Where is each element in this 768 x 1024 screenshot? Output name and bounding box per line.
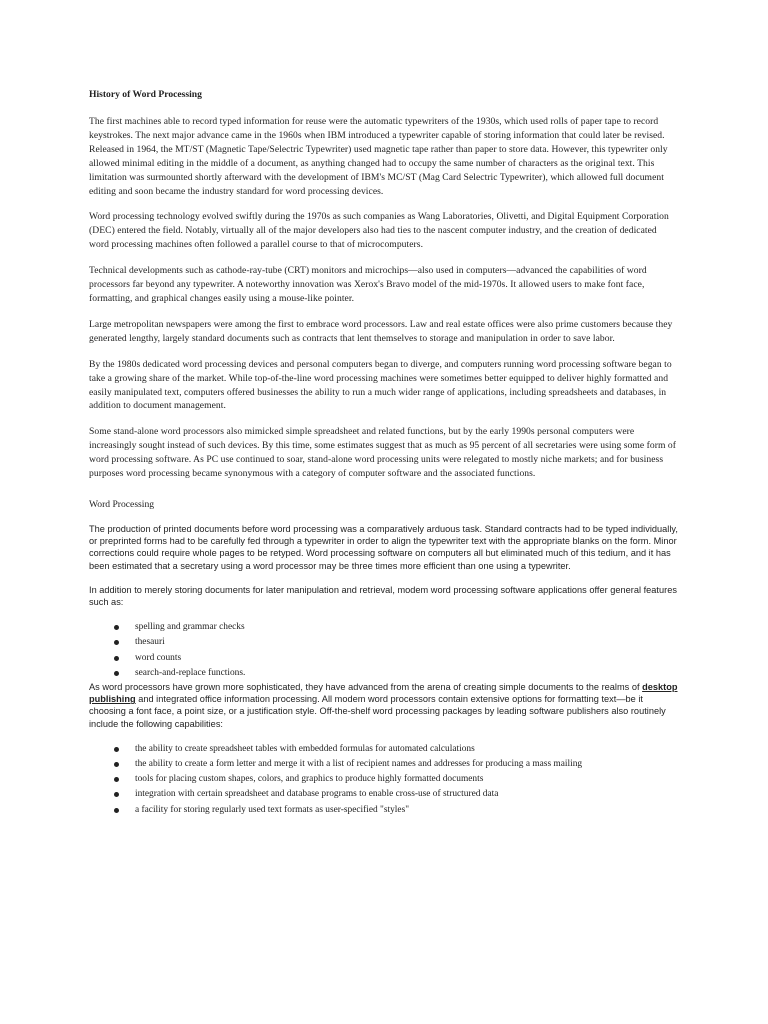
bullet-icon bbox=[114, 792, 119, 797]
list-item bbox=[89, 803, 679, 818]
list-item-text: the ability to create spreadsheet tables with embedded formulas for automated calculations bbox=[135, 743, 475, 754]
list-item bbox=[89, 787, 679, 802]
bullet-icon bbox=[114, 671, 119, 676]
section-heading: Word Processing bbox=[89, 498, 155, 510]
paragraph-text: As word processors have grown more sophisticated, they have advanced from the arena of creating simple documents to the realms of bbox=[89, 681, 643, 692]
list-item-text: thesauri bbox=[135, 637, 165, 648]
history-paragraph: Technical developments such as cathode-ray-tube (CRT) monitors and microchips—also used in computers—advanced the capabilities of word processors far beyond any typewriter. A noteworthy innovation was Xerox's Bravo model of the mid-1970s. It allowed users to make font face, formatting, and graphical changes easily using a mouse-like pointer. bbox=[89, 265, 647, 304]
capabilities-list bbox=[89, 742, 679, 818]
list-item bbox=[89, 651, 679, 666]
bullet-icon bbox=[114, 747, 119, 752]
list-item-text: word counts bbox=[135, 652, 182, 663]
history-paragraph: The first machines able to record typed information for reuse were the automatic typewriters of the 1930s, which used rolls of paper tape to record keystrokes. The next major advance came in the 1960s when IBM introduced a typewriter capable of storing information that could later be revised. Released in 1964, the MT/ST (Magnetic Tape/Selectric Typewriter) used magnetic tape rather than paper to store data. However, this typewriter only allowed minimal editing in the middle of a document, as anything changed had to occupy the same number of characters as the original text. This limitation was surmounted shortly afterward with the development of IBM's MC/ST (Mag Card Selectric Typewriter), which allowed full document editing and soon became the industry standard for word processing devices. bbox=[89, 116, 668, 197]
bullet-icon bbox=[114, 640, 119, 645]
history-paragraph: Large metropolitan newspapers were among the first to embrace word processors. Law and real estate offices were also prime customers because they generated lengthy, largely standard documents such as contracts that lent themselves to storage and manipulation in order to save labor. bbox=[89, 318, 673, 344]
list-item-text: tools for placing custom shapes, colors, and graphics to produce highly formatted documents bbox=[135, 774, 484, 785]
document-title: History of Word Processing bbox=[89, 89, 202, 100]
list-item-text: search-and-replace functions. bbox=[135, 667, 246, 678]
desktop-publishing-link[interactable]: desktop publishing bbox=[89, 681, 678, 705]
document-page bbox=[89, 88, 679, 818]
list-item bbox=[89, 635, 679, 650]
list-item-text: integration with certain spreadsheet and database programs to enable cross-use of structured data bbox=[135, 789, 499, 800]
history-paragraph: By the 1980s dedicated word processing devices and personal computers began to diverge, and computers running word processing software began to take a growing share of the market. While top-of-the-line word processing machines were sometimes better equipped to deliver highly formatted and easily manipulated text, computers offered businesses the ability to run a much wider range of applications, including spreadsheets and databases, in addition to document management. bbox=[89, 358, 672, 412]
body-paragraph bbox=[89, 681, 679, 730]
paragraph-text: and integrated office information processing. All modem word processors contain extensive options for formatting text—be it choosing a font face, a point size, or a justification style. Off-the-shelf word processing packages by leading software publishers also routinely include the following capabilities: bbox=[89, 694, 666, 729]
bullet-icon bbox=[114, 808, 119, 813]
bullet-icon bbox=[114, 656, 119, 661]
list-item bbox=[89, 757, 679, 772]
list-item bbox=[89, 666, 679, 681]
bullet-icon bbox=[114, 762, 119, 767]
list-item bbox=[89, 772, 679, 787]
list-item bbox=[89, 620, 679, 635]
list-item-text: the ability to create a form letter and merge it with a list of recipient names and addresses for producing a mass mailing bbox=[135, 758, 583, 769]
features-list bbox=[89, 620, 679, 681]
bullet-icon bbox=[114, 625, 119, 630]
history-paragraph: Word processing technology evolved swiftly during the 1970s as such companies as Wang Laboratories, Olivetti, and Digital Equipment Corporation (DEC) entered the field. Notably, virtually all of the major developers also had ties to the nascent computer industry, and the creation of dedicated word processing machines often followed a parallel course to that of microcomputers. bbox=[89, 211, 669, 251]
bullet-icon bbox=[114, 777, 119, 782]
body-paragraph: In addition to merely storing documents for later manipulation and retrieval, modem word processing software applications offer general features such as: bbox=[89, 584, 677, 607]
list-item-text: spelling and grammar checks bbox=[135, 622, 245, 633]
history-paragraph: Some stand-alone word processors also mimicked simple spreadsheet and related functions, but by the early 1990s personal computers were increasingly sought instead of such devices. By this time, some estimates suggest that as much as 95 percent of all secretaries were using some form of word processing software. As PC use continued to soar, stand-alone word processing units were relegated to mostly niche markets; and for business purposes word processing became synonymous with a category of computer software and the associated functions. bbox=[89, 426, 677, 480]
list-item bbox=[89, 742, 679, 757]
list-item-text: a facility for storing regularly used text formats as user-specified "styles" bbox=[135, 804, 410, 815]
body-paragraph: The production of printed documents before word processing was a comparatively arduous task. Standard contracts had to be typed individually, or preprinted forms had to be carefully fed through a typewriter in order to align the typewriter text with the appropriate blanks on the form. Minor corrections could require whole pages to be retyped. Word processing software on computers all but eliminated much of this tedium, and it has been estimated that a secretary using a word processor may be three times more efficient than one using a typewriter. bbox=[89, 523, 678, 571]
